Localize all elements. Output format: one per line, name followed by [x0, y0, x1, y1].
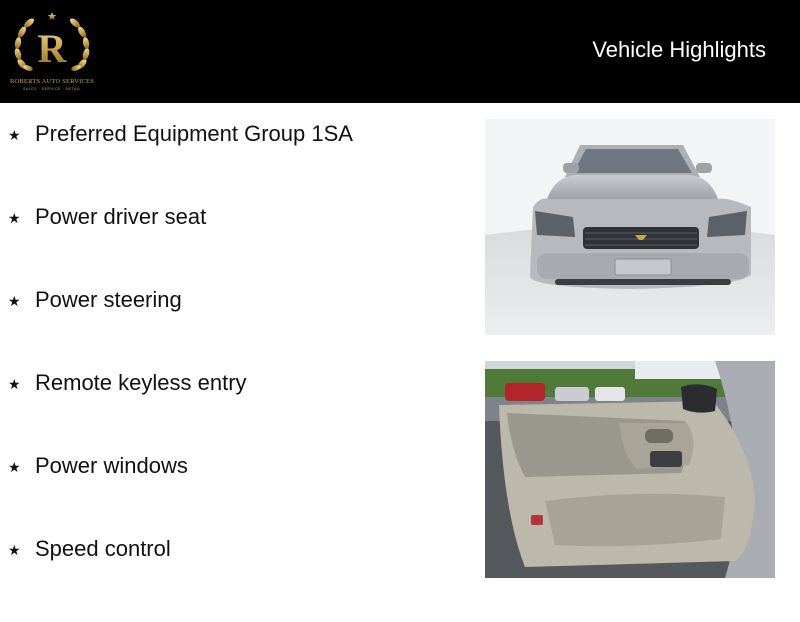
- highlight-label: Power windows: [35, 453, 188, 478]
- page-title: Vehicle Highlights: [592, 37, 766, 62]
- logo-name: ROBERTS AUTO SERVICES: [9, 78, 95, 85]
- star-icon: ★: [8, 127, 21, 143]
- list-item: [8, 287, 353, 373]
- car-front-photo[interactable]: [485, 119, 775, 335]
- car-front-illustration: [485, 119, 775, 335]
- list-item: [8, 204, 353, 290]
- door-interior-photo[interactable]: [485, 361, 775, 578]
- highlight-label: Remote keyless entry: [35, 370, 247, 395]
- star-icon: ★: [8, 376, 21, 392]
- list-item: [8, 536, 353, 622]
- header-bar: [0, 0, 800, 103]
- highlight-label: Power driver seat: [35, 204, 207, 229]
- list-item: [8, 121, 353, 207]
- dealer-logo[interactable]: [8, 6, 96, 96]
- highlights-list: [8, 121, 353, 622]
- star-icon: ★: [8, 542, 21, 558]
- star-icon: ★: [8, 293, 21, 309]
- list-item: [8, 370, 353, 456]
- highlight-label: Power steering: [35, 287, 182, 312]
- list-item: [8, 453, 353, 539]
- door-interior-illustration: [485, 361, 775, 578]
- highlight-label: Preferred Equipment Group 1SA: [35, 121, 353, 146]
- logo-monogram: R: [37, 26, 67, 71]
- star-icon: ★: [8, 459, 21, 475]
- star-icon: ★: [8, 210, 21, 226]
- logo-tagline: SALES · SERVICE · DETAIL: [22, 87, 81, 91]
- highlight-label: Speed control: [35, 536, 171, 561]
